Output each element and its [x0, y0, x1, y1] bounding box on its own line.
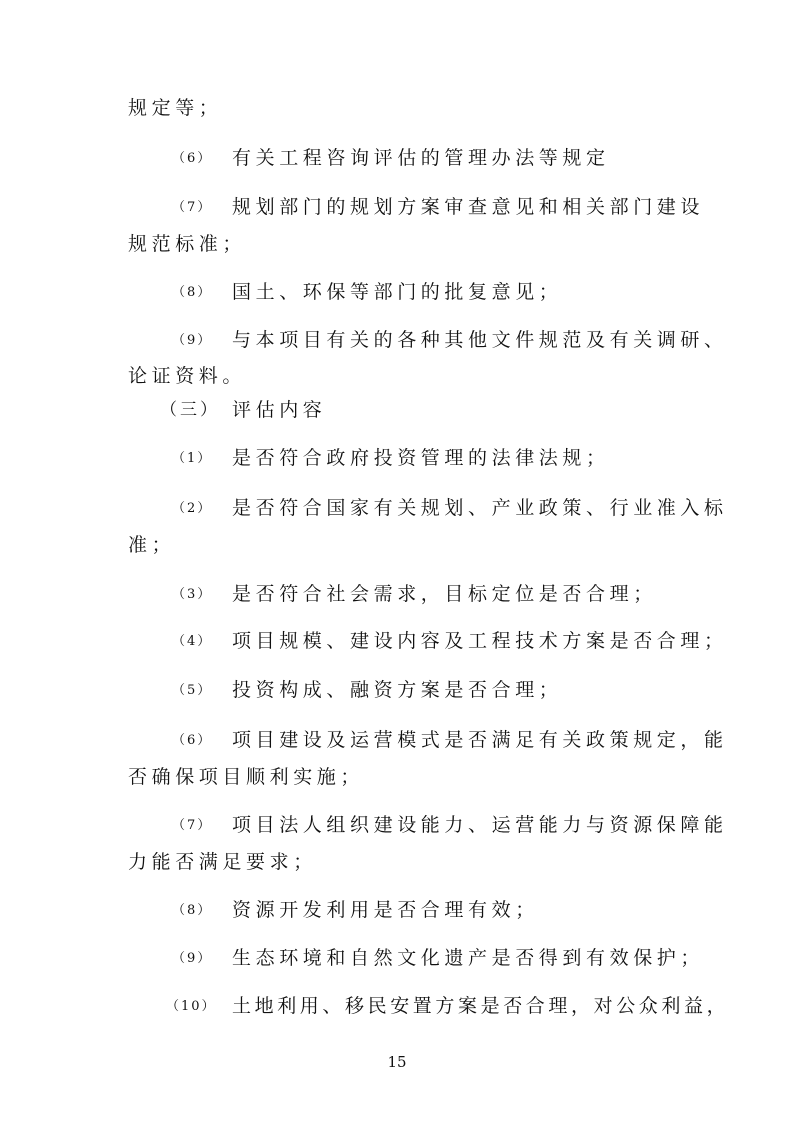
item-text: 土地利用、移民安置方案是否合理，对公众利益，: [232, 995, 730, 1017]
paragraph-continuation: [0, 96, 794, 120]
item-number: （7）: [172, 818, 213, 833]
item-number: （9）: [172, 333, 213, 348]
item-text: 资源开发利用是否合理有效；: [232, 899, 539, 921]
list-item: [0, 994, 794, 1018]
paragraph-continuation: [0, 533, 794, 557]
paragraph-continuation: [0, 850, 794, 874]
list-item: [0, 195, 794, 219]
item-text: 是否符合社会需求，目标定位是否合理；: [232, 583, 657, 605]
list-item: [0, 446, 794, 470]
line-text: 否确保项目顺利实施；: [128, 766, 365, 788]
item-number: （7）: [172, 200, 213, 215]
item-text: 项目建设及运营模式是否满足有关政策规定，能: [232, 729, 728, 751]
list-item: [0, 146, 794, 170]
paragraph-continuation: [0, 364, 794, 388]
item-text: 项目法人组织建设能力、运营能力与资源保障能: [232, 814, 728, 836]
item-text: 项目规模、建设内容及工程技术方案是否合理；: [232, 630, 728, 652]
page-number: 15: [387, 1053, 407, 1071]
list-item: [0, 496, 794, 520]
item-text: 是否符合政府投资管理的法律法规；: [232, 447, 610, 469]
line-text: 规范标准；: [128, 233, 247, 255]
item-text: 规划部门的规划方案审查意见和相关部门建设: [232, 196, 705, 218]
item-text: 有关工程咨询评估的管理办法等规定: [232, 147, 610, 169]
item-number: （6）: [172, 151, 213, 166]
item-number: （8）: [172, 903, 213, 918]
item-number: （10）: [166, 999, 217, 1014]
list-item: [0, 280, 794, 304]
section-title: 评估内容: [232, 399, 327, 421]
section-heading: [0, 398, 794, 422]
item-number: （5）: [172, 683, 213, 698]
line-text: 论证资料。: [128, 365, 247, 387]
list-item: [0, 728, 794, 752]
item-number: （9）: [172, 951, 213, 966]
list-item: [0, 678, 794, 702]
item-number: （3）: [172, 587, 213, 602]
item-text: 与本项目有关的各种其他文件规范及有关调研、: [232, 329, 728, 351]
section-number: （三）: [160, 400, 220, 420]
item-number: （2）: [172, 501, 213, 516]
item-number: （8）: [172, 285, 213, 300]
list-item: [0, 898, 794, 922]
item-text: 国土、环保等部门的批复意见；: [232, 281, 563, 303]
list-item: [0, 629, 794, 653]
paragraph-continuation: [0, 232, 794, 256]
line-text: 规定等；: [128, 97, 223, 119]
list-item: [0, 582, 794, 606]
item-number: （4）: [172, 634, 213, 649]
item-text: 是否符合国家有关规划、产业政策、行业准入标: [232, 497, 728, 519]
line-text: 力能否满足要求；: [128, 851, 317, 873]
line-text: 准；: [128, 534, 176, 556]
item-number: （6）: [172, 733, 213, 748]
list-item: [0, 946, 794, 970]
item-text: 投资构成、融资方案是否合理；: [232, 679, 563, 701]
item-text: 生态环境和自然文化遗产是否得到有效保护；: [232, 947, 705, 969]
item-number: （1）: [172, 451, 213, 466]
paragraph-continuation: [0, 765, 794, 789]
list-item: [0, 813, 794, 837]
list-item: [0, 328, 794, 352]
